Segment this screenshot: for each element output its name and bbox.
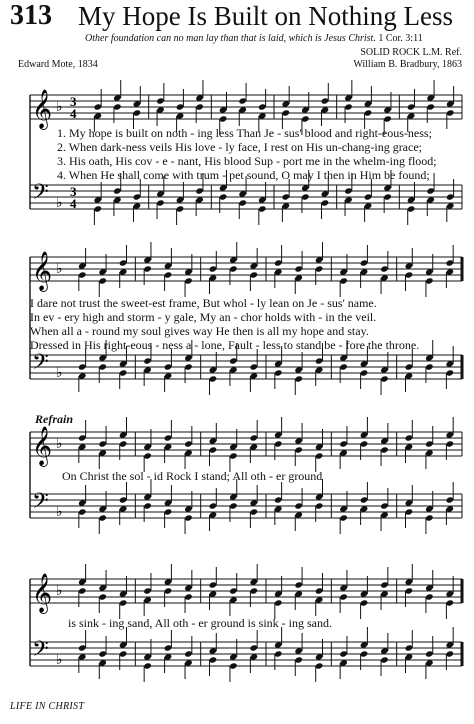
tune-name: SOLID ROCK L.M. Ref. — [360, 47, 462, 58]
treble-clef-icon: 𝄞 — [32, 89, 53, 129]
verse-3-line-2: When all a - round my soul gives way He then is all my hope and stay. — [30, 324, 369, 338]
refrain-label: Refrain — [35, 412, 74, 426]
time-signature-bottom: 4 — [70, 196, 77, 211]
refrain-lyric-line-1: On Christ the sol - id Rock I stand; All oth - er ground — [62, 469, 323, 483]
treble-clef-icon: 𝄞 — [32, 426, 53, 466]
flat-key-signature: ♭ — [56, 436, 63, 452]
bass-clef-icon: 𝄢 — [32, 637, 49, 667]
refrain-lyric-line-2: is sink - ing sand, All oth - er ground is sink - ing sand. — [68, 616, 332, 630]
flat-key-signature: ♭ — [56, 365, 63, 381]
author-credit: Edward Mote, 1834 — [18, 59, 98, 70]
verse-2-line-1: 2. When dark-ness veils His love - ly face, I rest on His un-chang-ing grace; — [57, 140, 422, 154]
time-signature-top: 3 — [70, 94, 77, 109]
composer-credit: William B. Bradbury, 1863 — [353, 59, 462, 70]
time-signature-top: 3 — [70, 184, 77, 199]
scripture-reference: 1 Cor. 3:11 — [378, 33, 423, 44]
section-label: LIFE IN CHRIST — [10, 701, 85, 712]
hymn-title: My Hope Is Built on Nothing Less — [78, 1, 453, 31]
verse-1-line-1: 1. My hope is built on noth - ing less Than Je - sus' blood and right-eous-ness; — [57, 126, 432, 140]
flat-key-signature: ♭ — [56, 99, 63, 115]
flat-key-signature: ♭ — [56, 261, 63, 277]
bass-clef-icon: 𝄢 — [32, 180, 49, 210]
verse-2-line-2: In ev - ery high and storm - y gale, My an - chor holds with - in the veil. — [30, 310, 377, 324]
time-signature-bottom: 4 — [70, 106, 77, 121]
hymn-number: 313 — [10, 0, 52, 31]
flat-key-signature: ♭ — [56, 504, 63, 520]
verse-1-line-2: I dare not trust the sweet-est frame, But whol - ly lean on Je - sus' name. — [30, 296, 377, 310]
flat-key-signature: ♭ — [56, 195, 63, 211]
verse-4-line-2: Dressed in His right-eous - ness a - lone, Fault - less to stand be - fore the throne. — [30, 338, 420, 352]
treble-clef-icon: 𝄞 — [32, 251, 53, 291]
bass-clef-icon: 𝄢 — [32, 350, 49, 380]
flat-key-signature: ♭ — [56, 652, 63, 668]
scripture-text: Other foundation can no man lay than that is laid, which is Jesus Christ. — [85, 33, 376, 44]
flat-key-signature: ♭ — [56, 583, 63, 599]
verse-4-line-1: 4. When He shall come with trum - pet sound, O may I then in Him be found; — [57, 168, 430, 182]
bass-clef-icon: 𝄢 — [32, 489, 49, 519]
treble-clef-icon: 𝄞 — [32, 573, 53, 613]
verse-3-line-1: 3. His oath, His cov - e - nant, His blood Sup - port me in the whelm-ing flood; — [57, 154, 437, 168]
